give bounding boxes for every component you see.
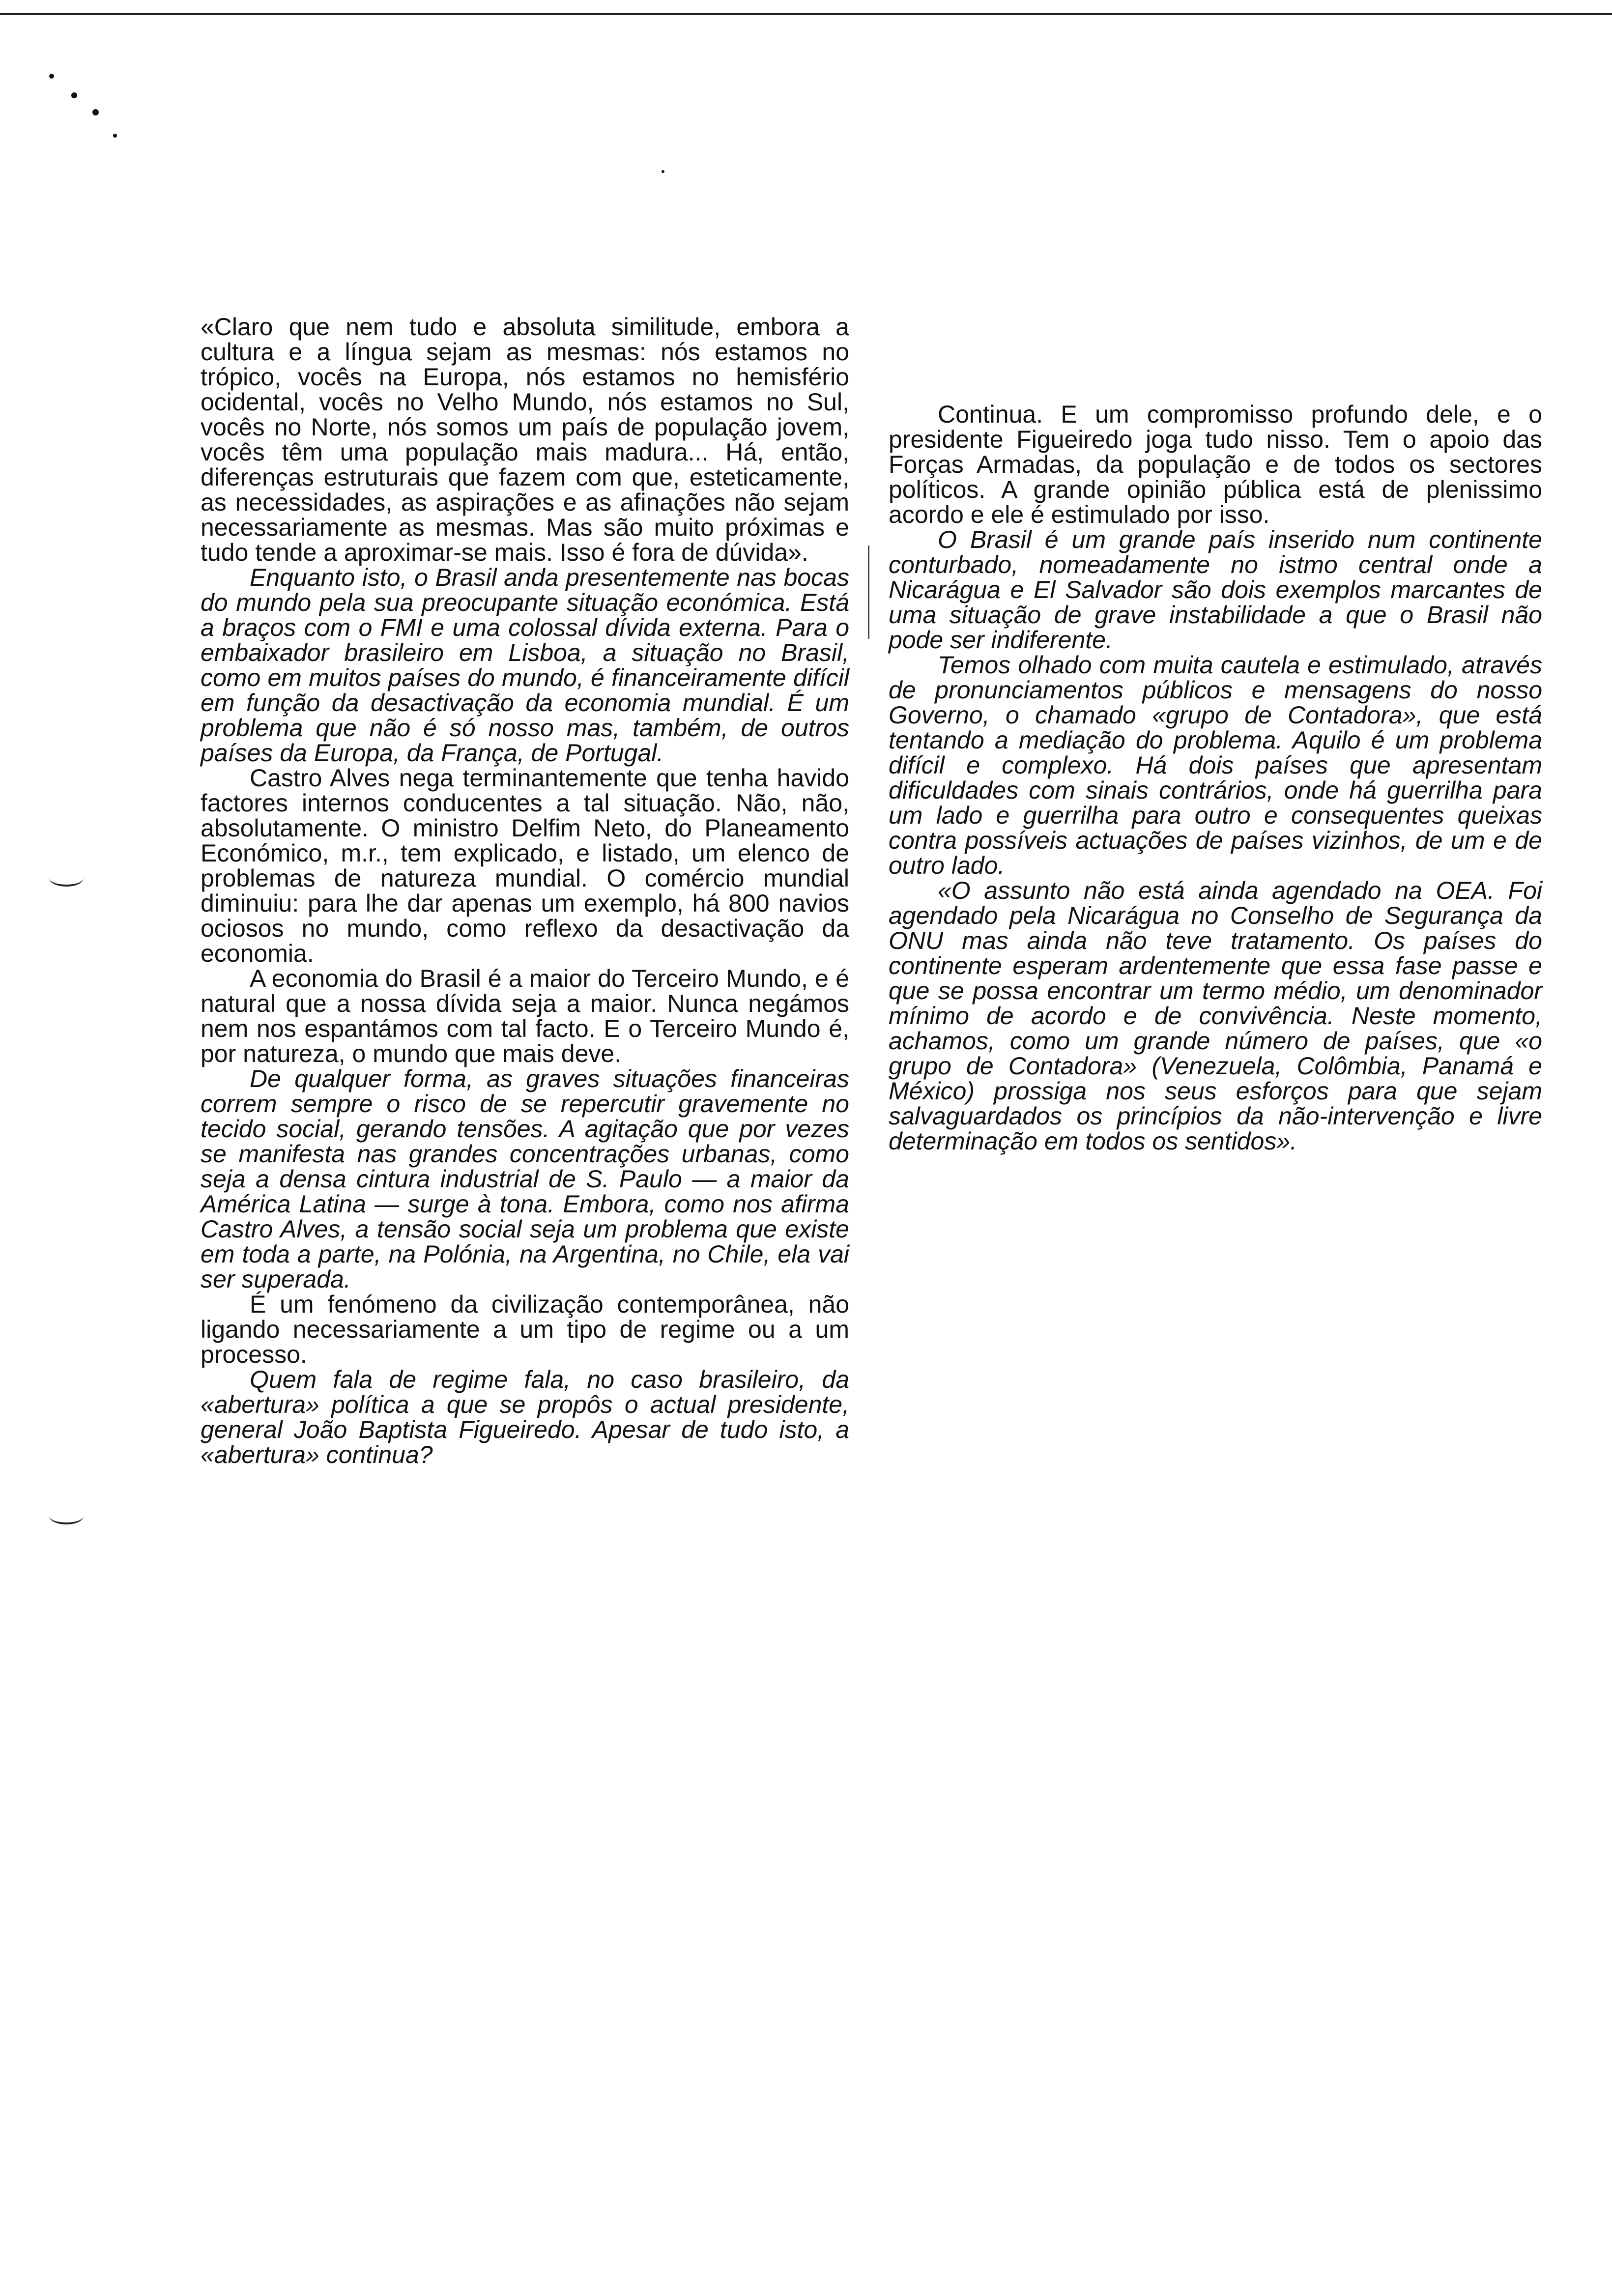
top-scan-rule (0, 13, 1612, 15)
right-column (889, 402, 1542, 1154)
paragraph: É um fenómeno da civilização contemporânea, não ligando necessariamente a um tipo de regime ou a um processo. (201, 1291, 849, 1368)
scan-speck (71, 92, 77, 98)
margin-mark (49, 1508, 84, 1524)
paragraph: De qualquer forma, as graves situações financeiras correm sempre o risco de se repercutir gravemente no tecido social, gerando tensões. A agitação que por vezes se manifesta nas grandes concentrações urbanas, como seja a densa cintura industrial de S. Paulo — a maior da América Latina — surge à tona. Embora, como nos afirma Castro Alves, a tensão social seja um problema que existe em toda a parte, na Polónia, na Argentina, no Chile, ela vai ser superada. (201, 1065, 849, 1293)
scan-speck (49, 74, 54, 79)
scan-speck (92, 109, 99, 115)
scan-speck (113, 134, 117, 138)
paragraph: Continua. E um compromisso profundo dele, e o presidente Figueiredo joga tudo nisso. Tem o apoio das Forças Armadas, da população e de todos os sectores políticos. A grande opinião pública está de plenissimo acordo e ele é estimulado por isso. (889, 401, 1542, 528)
column-divider (868, 545, 869, 639)
paragraph: «O assunto não está ainda agendado na OEA. Foi agendado pela Nicarágua no Conselho de Segurança da ONU mas ainda não teve tratamento. Os países do continente esperam ardentemente que essa fase passe e que se possa encontrar um termo médio, um denominador mínimo de acordo e de convivência. Neste momento, achamos, como um grande número de países, que «o grupo de Contadora» (Venezuela, Colômbia, Panamá e México) prossiga nos seus esforços para que sejam salvaguardados os princípios da não-intervenção e livre determinação em todos os sentidos». (889, 877, 1542, 1155)
paragraph: Temos olhado com muita cautela e estimulado, através de pronunciamentos públicos e mensagens do nosso Governo, o chamado «grupo de Contadora», que está tentando a mediação do problema. Aquilo é um problema difícil e complexo. Há dois países que apresentam dificuldades com sinais contrários, onde há guerrilha para um lado e guerrilha para outro e consequentes queixas contra possíveis actuações de países vizinhos, de um e de outro lado. (889, 651, 1542, 879)
margin-mark (49, 870, 84, 887)
paragraph: «Claro que nem tudo e absoluta similitude, embora a cultura e a língua sejam as mesmas: nós estamos no trópico, vocês na Europa, nós estamos no hemisfério ocidental, vocês no Velho Mundo, nós estamos no Sul, vocês no Norte, nós somos um país de população jovem, vocês têm uma população mais madura... Há, então, diferenças estruturais que fazem com que, esteticamente, as necessidades, as aspirações e as afinações não sejam necessariamente as mesmas. Mas são muito próximas e tudo tende a aproximar-se mais. Isso é fora de dúvida». (201, 313, 849, 566)
paragraph: A economia do Brasil é a maior do Terceiro Mundo, e é natural que a nossa dívida seja a maior. Nunca negámos nem nos espantámos com tal facto. E o Terceiro Mundo é, por natureza, o mundo que mais deve. (201, 965, 849, 1067)
left-column (201, 315, 849, 1467)
scan-speck (662, 170, 664, 173)
paragraph: O Brasil é um grande país inserido num continente conturbado, nomeadamente no istmo central onde a Nicarágua e El Salvador são dois exemplos marcantes de uma situação de grave instabilidade a que o Brasil não pode ser indiferente. (889, 526, 1542, 654)
paragraph: Enquanto isto, o Brasil anda presentemente nas bocas do mundo pela sua preocupante situação económica. Está a braços com o FMI e uma colossal dívida externa. Para o embaixador brasileiro em Lisboa, a situação no Brasil, como em muitos países do mundo, é financeiramente difícil em função da desactivação da economia mundial. É um problema que não é só nosso mas, também, de outros países da Europa, da França, de Portugal. (201, 564, 849, 767)
paragraph: Castro Alves nega terminantemente que tenha havido factores internos conducentes a tal situação. Não, não, absolutamente. O ministro Delfim Neto, do Planeamento Económico, m.r., tem explicado, e listado, um elenco de problemas de natureza mundial. O comércio mundial diminuiu: para lhe dar apenas um exemplo, há 800 navios ociosos no mundo, como reflexo da desactivação da economia. (201, 764, 849, 967)
paragraph: Quem fala de regime fala, no caso brasileiro, da «abertura» política a que se propôs o actual presidente, general João Baptista Figueiredo. Apesar de tudo isto, a «abertura» continua? (201, 1366, 849, 1468)
